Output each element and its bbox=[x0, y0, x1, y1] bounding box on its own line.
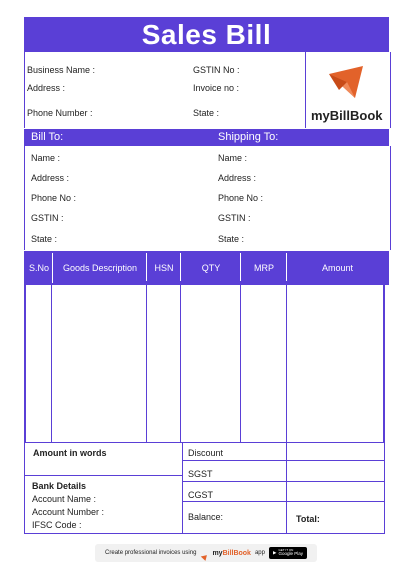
bill-to-state-label: State : bbox=[31, 234, 58, 244]
phone-number-label: Phone Number : bbox=[27, 108, 93, 118]
ship-to-phone-label: Phone No : bbox=[218, 193, 264, 203]
col-divider bbox=[240, 281, 241, 442]
title-bar bbox=[24, 17, 389, 52]
sgst-label: SGST bbox=[188, 469, 213, 479]
bill-to-header: Bill To: bbox=[31, 131, 64, 143]
col-divider bbox=[146, 281, 147, 442]
mybillbook-logo-text: myBillBook bbox=[311, 108, 383, 123]
invoice-no-label: Invoice no : bbox=[193, 83, 240, 93]
ship-to-gstin-label: GSTIN : bbox=[218, 213, 251, 223]
ship-to-name-label: Name : bbox=[218, 153, 248, 163]
play-store-small-text: GET IT ON bbox=[278, 548, 294, 553]
account-name-label: Account Name : bbox=[32, 494, 97, 504]
col-goods-description: Goods Description bbox=[52, 253, 147, 283]
col-divider bbox=[51, 281, 52, 442]
total-label: Total: bbox=[296, 514, 320, 524]
state-label: State : bbox=[193, 108, 220, 118]
bill-to-phone-label: Phone No : bbox=[31, 193, 77, 203]
cgst-label: CGST bbox=[188, 490, 214, 500]
address-label: Address : bbox=[27, 83, 66, 93]
summary-divider bbox=[182, 442, 183, 534]
account-number-label: Account Number : bbox=[32, 507, 105, 517]
col-divider bbox=[180, 281, 181, 442]
business-name-label: Business Name : bbox=[27, 65, 96, 75]
play-store-icon: ▶ bbox=[272, 550, 277, 555]
shipping-to-header: Shipping To: bbox=[218, 131, 279, 143]
play-store-text: Google Play bbox=[278, 551, 303, 557]
amount-in-words-label: Amount in words bbox=[33, 448, 107, 458]
summary-divider bbox=[24, 475, 182, 476]
gstin-label: GSTIN No : bbox=[193, 65, 240, 75]
col-mrp: MRP bbox=[240, 253, 287, 283]
mybillbook-logo-icon bbox=[325, 62, 369, 102]
summary-divider bbox=[182, 501, 385, 502]
items-table-header bbox=[24, 251, 389, 285]
bill-to-address-label: Address : bbox=[31, 173, 70, 183]
col-sno: S.No bbox=[28, 263, 49, 273]
promo-text: Create professional invoices using bbox=[105, 550, 197, 556]
page-title: Sales Bill bbox=[141, 18, 272, 50]
mybillbook-small-icon bbox=[200, 549, 208, 557]
bill-ship-header bbox=[24, 129, 389, 146]
discount-label: Discount bbox=[188, 448, 224, 458]
ifsc-code-label: IFSC Code : bbox=[32, 520, 82, 530]
summary-divider bbox=[286, 442, 287, 534]
logo-divider bbox=[305, 52, 306, 128]
bill-to-name-label: Name : bbox=[31, 153, 61, 163]
items-table-body bbox=[24, 281, 385, 442]
col-qty: QTY bbox=[180, 253, 241, 283]
balance-label: Balance: bbox=[188, 512, 224, 522]
promo-app-text: app bbox=[254, 550, 265, 556]
col-divider bbox=[286, 281, 287, 442]
summary-divider bbox=[182, 481, 385, 482]
bill-to-gstin-label: GSTIN : bbox=[31, 213, 64, 223]
ship-to-state-label: State : bbox=[218, 234, 245, 244]
bill-ship-box bbox=[24, 146, 391, 250]
bank-details-label: Bank Details bbox=[32, 481, 87, 491]
col-amount: Amount bbox=[286, 253, 388, 283]
promo-banner[interactable] bbox=[95, 544, 317, 562]
col-hsn: HSN bbox=[146, 253, 181, 283]
google-play-badge[interactable] bbox=[269, 547, 307, 559]
ship-to-address-label: Address : bbox=[218, 173, 257, 183]
summary-divider bbox=[182, 460, 385, 461]
promo-logo: myBillBook bbox=[212, 549, 251, 557]
